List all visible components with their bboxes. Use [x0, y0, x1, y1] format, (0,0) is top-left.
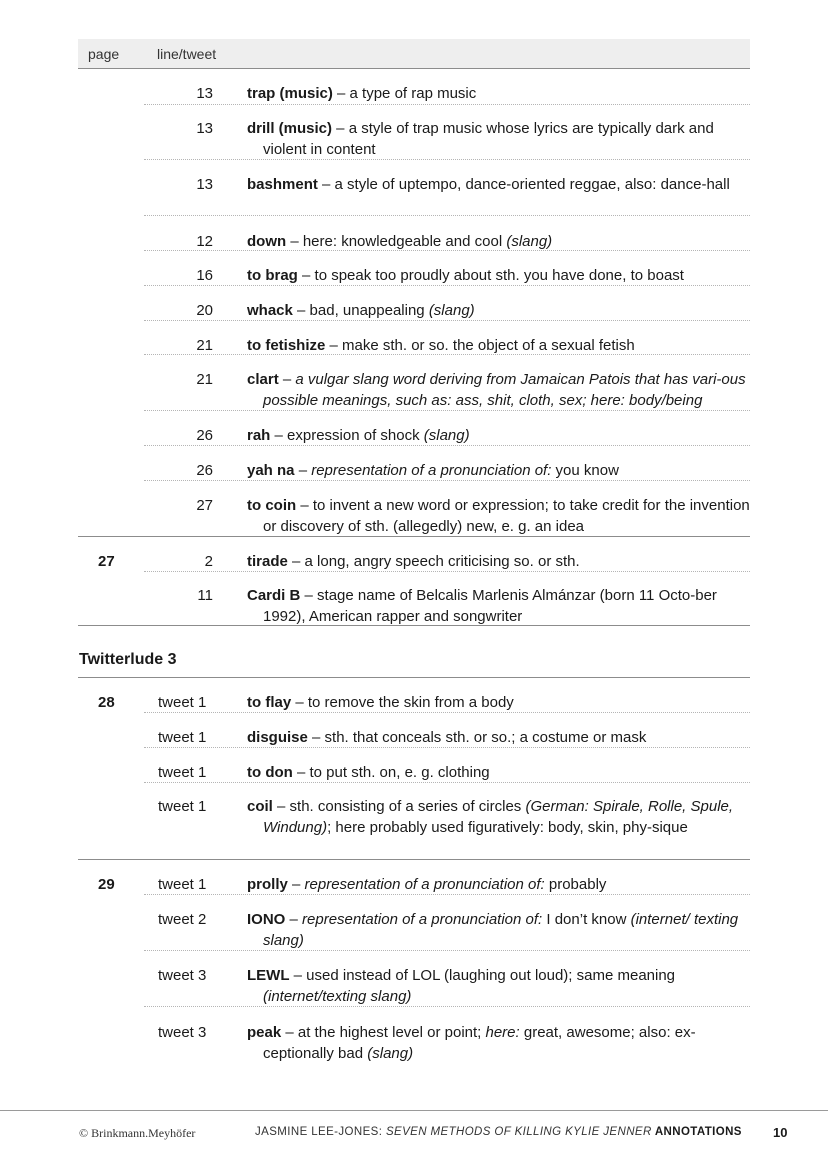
annotation-term: rah — [247, 427, 271, 444]
column-header-page: page — [88, 46, 120, 62]
page-cell: 29 — [98, 876, 115, 893]
annotation-text — [247, 369, 750, 411]
annotation-def: – expression of shock — [270, 427, 424, 444]
annotation-note: representation of a pronunciation of: — [311, 462, 552, 479]
column-header — [78, 39, 750, 69]
annotation-note: (slang) — [428, 302, 475, 319]
annotation-text — [247, 1022, 750, 1064]
annotation-term: to brag — [247, 267, 298, 284]
annotation-term: whack — [247, 302, 293, 319]
line-cell: 11 — [197, 587, 213, 604]
row-divider — [144, 571, 750, 572]
line-cell: tweet 3 — [158, 967, 207, 984]
line-cell: 13 — [196, 176, 213, 193]
line-cell: tweet 1 — [158, 729, 207, 746]
row-divider — [144, 480, 750, 481]
annotation-tail: great, awesome; also: ex-ceptionally bad — [263, 1024, 696, 1062]
annotation-def: – a long, angry speech criticising so. or sth. — [287, 553, 580, 570]
annotation-text — [247, 495, 750, 537]
annotation-term: to fetishize — [247, 337, 326, 354]
page-number: 10 — [773, 1125, 788, 1140]
annotation-def: – to speak too proudly about sth. you have done, to boast — [297, 267, 684, 284]
annotation-tail: you know — [551, 462, 619, 479]
annotation-note2: (slang) — [367, 1045, 414, 1062]
line-cell: tweet 2 — [158, 911, 207, 928]
annotation-def: – here: knowledgeable and cool — [286, 233, 507, 250]
annotation-text — [247, 335, 750, 356]
section-rule — [78, 625, 750, 626]
annotation-def: – at the highest level or point; — [281, 1024, 486, 1041]
annotation-term: Cardi B — [247, 587, 301, 604]
footer-copyright: © Brinkmann.Meyhöfer — [79, 1126, 196, 1140]
annotation-tail: I don’t know — [542, 911, 631, 928]
annotation-term: tirade — [247, 553, 288, 570]
annotation-def: – a type of rap music — [332, 85, 477, 102]
annotation-note: (slang) — [423, 427, 470, 444]
line-cell: 16 — [196, 267, 213, 284]
annotation-term: to coin — [247, 497, 297, 514]
line-cell: tweet 1 — [158, 876, 207, 893]
annotation-term: coil — [247, 798, 273, 815]
line-cell: 26 — [196, 427, 213, 444]
row-divider — [144, 894, 750, 895]
annotation-def: – to put sth. on, e. g. clothing — [292, 764, 490, 781]
annotation-def: – — [278, 371, 296, 388]
annotation-def: – sth. consisting of a series of circles — [272, 798, 526, 815]
annotation-def: – make sth. or so. the object of a sexual fetish — [325, 337, 635, 354]
annotation-note: a vulgar slang word deriving from Jamaican Patois that has vari-ous possible meanings, such as: ass, shit, cloth, sex; here: body/being — [263, 371, 746, 409]
line-cell: 12 — [196, 233, 213, 250]
line-cell: 13 — [196, 120, 213, 137]
annotation-text — [247, 551, 750, 572]
annotation-text — [247, 118, 750, 160]
annotation-text — [247, 460, 750, 481]
annotation-note: representation of a pronunciation of: — [304, 876, 545, 893]
annotation-term: to don — [247, 764, 293, 781]
line-cell: 27 — [196, 497, 213, 514]
section-rule — [78, 536, 750, 537]
row-divider — [144, 1006, 750, 1007]
row-divider — [144, 104, 750, 105]
annotation-term: IONO — [247, 911, 286, 928]
annotation-term: yah na — [247, 462, 295, 479]
row-divider — [144, 250, 750, 251]
annotation-term: disguise — [247, 729, 308, 746]
line-cell: tweet 1 — [158, 798, 207, 815]
annotation-text — [247, 762, 750, 783]
footer-annotations: ANNOTATIONS — [651, 1126, 742, 1138]
annotation-term: LEWL — [247, 967, 290, 984]
annotation-text — [247, 909, 750, 951]
annotation-def: – used instead of LOL (laughing out loud); same meaning — [289, 967, 676, 984]
annotation-term: peak — [247, 1024, 282, 1041]
annotation-note: (internet/texting slang) — [263, 988, 412, 1005]
line-cell: 21 — [196, 337, 213, 354]
annotation-def: – sth. that conceals sth. or so.; a costume or mask — [307, 729, 647, 746]
annotation-def: – to invent a new word or expression; to take credit for the invention or discovery of sth. (allegedly) new, e. g. an idea — [263, 497, 750, 535]
page-cell: 28 — [98, 694, 115, 711]
annotation-note: here: — [485, 1024, 520, 1041]
annotation-text — [247, 300, 750, 321]
page-cell: 27 — [98, 553, 115, 570]
annotation-term: to flay — [247, 694, 292, 711]
row-divider — [144, 354, 750, 355]
annotation-text — [247, 174, 750, 195]
annotation-term: down — [247, 233, 287, 250]
annotation-def: – stage name of Belcalis Marlenis Almánzar (born 11 Octo-ber 1992), American rapper and songwriter — [263, 587, 717, 625]
section-rule — [78, 859, 750, 860]
row-divider — [144, 950, 750, 951]
annotation-text — [247, 874, 750, 895]
annotation-tail: probably — [544, 876, 607, 893]
annotation-term: clart — [247, 371, 279, 388]
annotation-def: – bad, unappealing — [292, 302, 429, 319]
annotation-term: trap (music) — [247, 85, 333, 102]
line-cell: 13 — [196, 85, 213, 102]
annotation-text — [247, 796, 750, 838]
annotation-tail: ; here probably used figuratively: body, skin, phy-sique — [327, 819, 688, 836]
line-cell: 26 — [196, 462, 213, 479]
line-cell: tweet 3 — [158, 1024, 207, 1041]
footer-title — [255, 1126, 742, 1138]
line-cell: 2 — [204, 553, 213, 570]
row-divider — [144, 782, 750, 783]
column-header-line: line/tweet — [157, 46, 217, 62]
row-divider — [144, 320, 750, 321]
row-divider — [144, 410, 750, 411]
row-divider — [144, 285, 750, 286]
footer-work: SEVEN METHODS OF KILLING KYLIE JENNER — [385, 1126, 652, 1138]
annotation-def: – a style of uptempo, dance-oriented reggae, also: dance-hall — [317, 176, 730, 193]
line-cell: 20 — [196, 302, 213, 319]
line-cell: 21 — [196, 371, 213, 388]
annotation-term: drill (music) — [247, 120, 333, 137]
annotation-text — [247, 231, 750, 252]
annotation-note: (slang) — [506, 233, 553, 250]
annotation-text — [247, 585, 750, 627]
line-cell: tweet 1 — [158, 694, 207, 711]
annotation-note2: (internet/ texting slang) — [263, 911, 739, 949]
annotation-text — [247, 425, 750, 446]
annotation-text — [247, 692, 750, 713]
annotation-term: prolly — [247, 876, 288, 893]
annotation-text — [247, 965, 750, 1007]
section-title: Twitterlude 3 — [79, 651, 177, 668]
annotation-note: (German: Spirale, Rolle, Spule, Windung) — [263, 798, 734, 836]
annotation-def: – — [287, 876, 305, 893]
annotation-text — [247, 83, 750, 104]
annotation-def: – — [285, 911, 303, 928]
section-rule — [78, 677, 750, 678]
annotation-text — [247, 265, 750, 286]
row-divider — [144, 215, 750, 216]
annotation-def: – a style of trap music whose lyrics are typically dark and violent in content — [263, 120, 714, 158]
row-divider — [144, 159, 750, 160]
annotation-def: – — [294, 462, 312, 479]
annotation-term: bashment — [247, 176, 318, 193]
annotation-text — [247, 727, 750, 748]
row-divider — [144, 445, 750, 446]
annotation-def: – to remove the skin from a body — [291, 694, 514, 711]
annotation-note: representation of a pronunciation of: — [302, 911, 543, 928]
footer-divider — [0, 1110, 828, 1111]
line-cell: tweet 1 — [158, 764, 207, 781]
row-divider — [144, 747, 750, 748]
footer-author: JASMINE LEE-JONES: — [255, 1126, 386, 1138]
row-divider — [144, 712, 750, 713]
